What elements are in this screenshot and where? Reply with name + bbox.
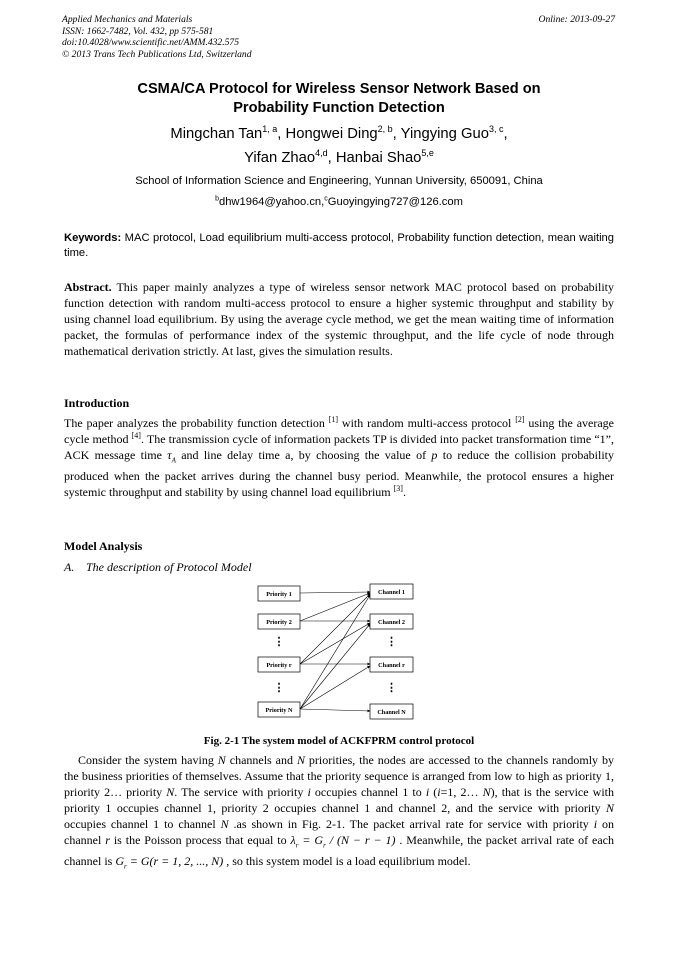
abstract-text: This paper mainly analyzes a type of wireless sensor network MAC protocol based on probability function detection with random multi-access protocol to ensure a higher systemic throughput and stability by using channel load equilibrium. By using the average cycle method, we get the mean waiting time of information packet, the formulas of performance index of the systemic throughput, and the life cycle of node through mathematical derivation strictly. At last, gives the simulation results.: [64, 280, 614, 358]
priority-label: Priority 1: [266, 591, 292, 598]
citation[interactable]: [3]: [393, 484, 403, 494]
protocol-diagram: [250, 578, 430, 723]
math-var: N: [296, 753, 305, 767]
ellipsis-dots: ⋮: [386, 682, 397, 694]
email-link[interactable]: dhw1964@yahoo.cn,: [218, 196, 325, 208]
figure-caption: Fig. 2-1 The system model of ACKFPRM control protocol: [203, 735, 475, 747]
math-var: i: [593, 816, 598, 831]
channel-label: Channel 1: [378, 589, 405, 596]
paper-title: [64, 80, 614, 118]
abstract: [64, 280, 614, 360]
affiliation: School of Information Science and Engineering, Yunnan University, 650091, China: [135, 175, 543, 187]
text-run: channels and: [225, 753, 297, 767]
text-run: . The transmission cycle of information packets TP is divided into packet transformation time “1”, ACK message time: [64, 431, 615, 462]
text-run: on channel: [64, 816, 614, 847]
math-var: i: [437, 784, 441, 799]
text-run: to reduce the collision probability produced when the packet arrives during the channel busy period. Meanwhile, the protocol ensures a higher systemic throughput and stability by using channel load equilibrium: [64, 447, 614, 500]
priority-label: Priority 2: [266, 619, 292, 626]
math-var: N: [166, 784, 175, 799]
text-run: (: [429, 784, 438, 799]
eq-sub: r: [124, 862, 127, 871]
arrow-pn-c1: [300, 595, 370, 709]
author-line-2: [64, 146, 614, 170]
author-name: Yingying Guo: [400, 126, 489, 142]
math-var: N: [217, 753, 226, 767]
section-heading-model-analysis: Model Analysis: [64, 539, 143, 553]
email-line: [64, 195, 614, 209]
ellipsis-dots: ⋮: [273, 682, 285, 694]
math-var: N: [482, 784, 491, 799]
arrow-p2-c1: [300, 593, 370, 621]
introduction-paragraph: [64, 416, 614, 501]
keywords: [64, 231, 614, 261]
issn-line: ISSN: 1662-7482, Vol. 432, pp 575-581: [62, 25, 214, 37]
journal-header: [62, 14, 252, 60]
author-sup: 5,e: [421, 148, 434, 159]
author-sup: 1, a: [262, 124, 278, 135]
citation[interactable]: [2]: [515, 415, 525, 424]
author-name: Mingchan Tan: [170, 126, 263, 142]
equation-lambda: [291, 833, 396, 847]
arrow-p1-c1: [300, 592, 370, 593]
text-run: , so this system model is a load equilibrium model.: [223, 853, 471, 868]
math-var: r: [105, 832, 110, 847]
ellipsis-dots: ⋮: [273, 636, 285, 648]
text-run: occupies channel 1 to channel: [64, 816, 221, 831]
math-var: N: [220, 816, 229, 831]
math-var: i: [425, 784, 430, 799]
text-run: and line delay time a, by choosing the value of: [175, 447, 432, 462]
eq-part: λ: [290, 832, 296, 847]
author-sep: ,: [277, 126, 286, 142]
text-run: =1, 2…: [440, 784, 483, 799]
arrow-pn-cn: [300, 709, 370, 711]
keywords-label: Keywords:: [64, 232, 122, 244]
eq-sub: r: [323, 840, 326, 849]
email-link[interactable]: Guoyingying727@126.com: [327, 196, 463, 208]
title-line-2: Probability Function Detection: [233, 100, 445, 116]
author-sep: ,: [392, 126, 401, 142]
eq-part: = G: [298, 832, 324, 847]
copyright-line: © 2013 Trans Tech Publications Ltd, Switzerland: [62, 48, 252, 60]
arrow-pn-cr: [300, 666, 370, 709]
math-var: i: [307, 784, 311, 799]
author-list: [64, 122, 614, 170]
text-run: priorities, the nodes are accessed to the channels randomly by the business priorities of themselves. Assume that the priority sequence is arranged from low to high as priority 1, priority 2… priority: [64, 753, 615, 799]
abstract-label: Abstract.: [64, 280, 112, 294]
text-run: Consider the system having: [78, 753, 218, 767]
author-sup: 3, c: [488, 124, 504, 135]
eq-part: = G(r = 1, 2, ..., N): [126, 853, 224, 868]
author-sep: ,: [503, 126, 508, 142]
channel-label: Channel r: [378, 662, 405, 669]
text-run: .: [402, 485, 406, 500]
email-sup: c: [324, 195, 328, 203]
doi-line[interactable]: doi:10.4028/www.scientific.net/AMM.432.575: [62, 37, 240, 49]
keywords-text: MAC protocol, Load equilibrium multi-access protocol, Probability function detection, mean waiting time.: [64, 232, 614, 259]
protocol-model-figure: [250, 578, 430, 723]
text-run: is the Poisson process that equal to: [109, 832, 291, 847]
eq-part: / (N − r − 1): [325, 832, 396, 847]
tau-subscript: A: [171, 456, 176, 465]
math-var: p: [431, 447, 438, 462]
citation[interactable]: [4]: [131, 430, 141, 440]
author-sep: ,: [327, 150, 336, 166]
author-name: Hanbai Shao: [335, 150, 422, 166]
equation-g: [115, 853, 224, 871]
journal-name: Applied Mechanics and Materials: [62, 14, 193, 25]
text-run: occupies channel 1 to: [310, 784, 426, 799]
subsection-title: The description of Protocol Model: [86, 560, 252, 574]
text-run: with random multi-access protocol: [338, 416, 516, 430]
eq-part: G: [115, 853, 124, 868]
arrow-pn-c2: [300, 624, 370, 709]
channel-label: Channel N: [377, 709, 406, 716]
eq-sub: r: [295, 840, 299, 849]
channel-label: Channel 2: [378, 619, 405, 626]
ellipsis-dots: ⋮: [386, 636, 397, 648]
text-run: The paper analyzes the probability function detection: [64, 416, 329, 430]
text-run: .as shown in Fig. 2-1. The packet arrival rate for service with priority: [228, 816, 594, 831]
citation[interactable]: [1]: [328, 415, 339, 424]
author-name: Yifan Zhao: [244, 150, 316, 166]
text-run: . The service with priority: [174, 784, 308, 799]
text-run: using the average cycle method: [64, 416, 614, 446]
section-heading-introduction: Introduction: [64, 396, 130, 410]
subsection-heading: [64, 560, 252, 575]
priority-label: Priority N: [265, 707, 293, 714]
title-line-1: CSMA/CA Protocol for Wireless Sensor Network Based on: [137, 81, 541, 97]
math-var: N: [605, 800, 614, 815]
email-sup: b: [215, 195, 219, 203]
text-run: ), that is the service with priority 1 occupies channel 1, priority 2 occupies channel 1 and channel 2, and the service with priority: [64, 784, 615, 815]
author-sup: 4,d: [315, 148, 328, 159]
author-sup: 2, b: [377, 124, 393, 135]
priority-label: Priority r: [266, 662, 292, 669]
text-run: . Meanwhile, the packet arrival rate of each channel is: [64, 832, 614, 868]
author-name: Hongwei Ding: [285, 126, 378, 142]
author-line-1: [64, 122, 614, 146]
subsection-number: A.: [64, 560, 75, 574]
online-date: Online: 2013-09-27: [538, 14, 615, 25]
model-paragraph: [64, 753, 614, 875]
tau-symbol: τ: [167, 447, 172, 462]
